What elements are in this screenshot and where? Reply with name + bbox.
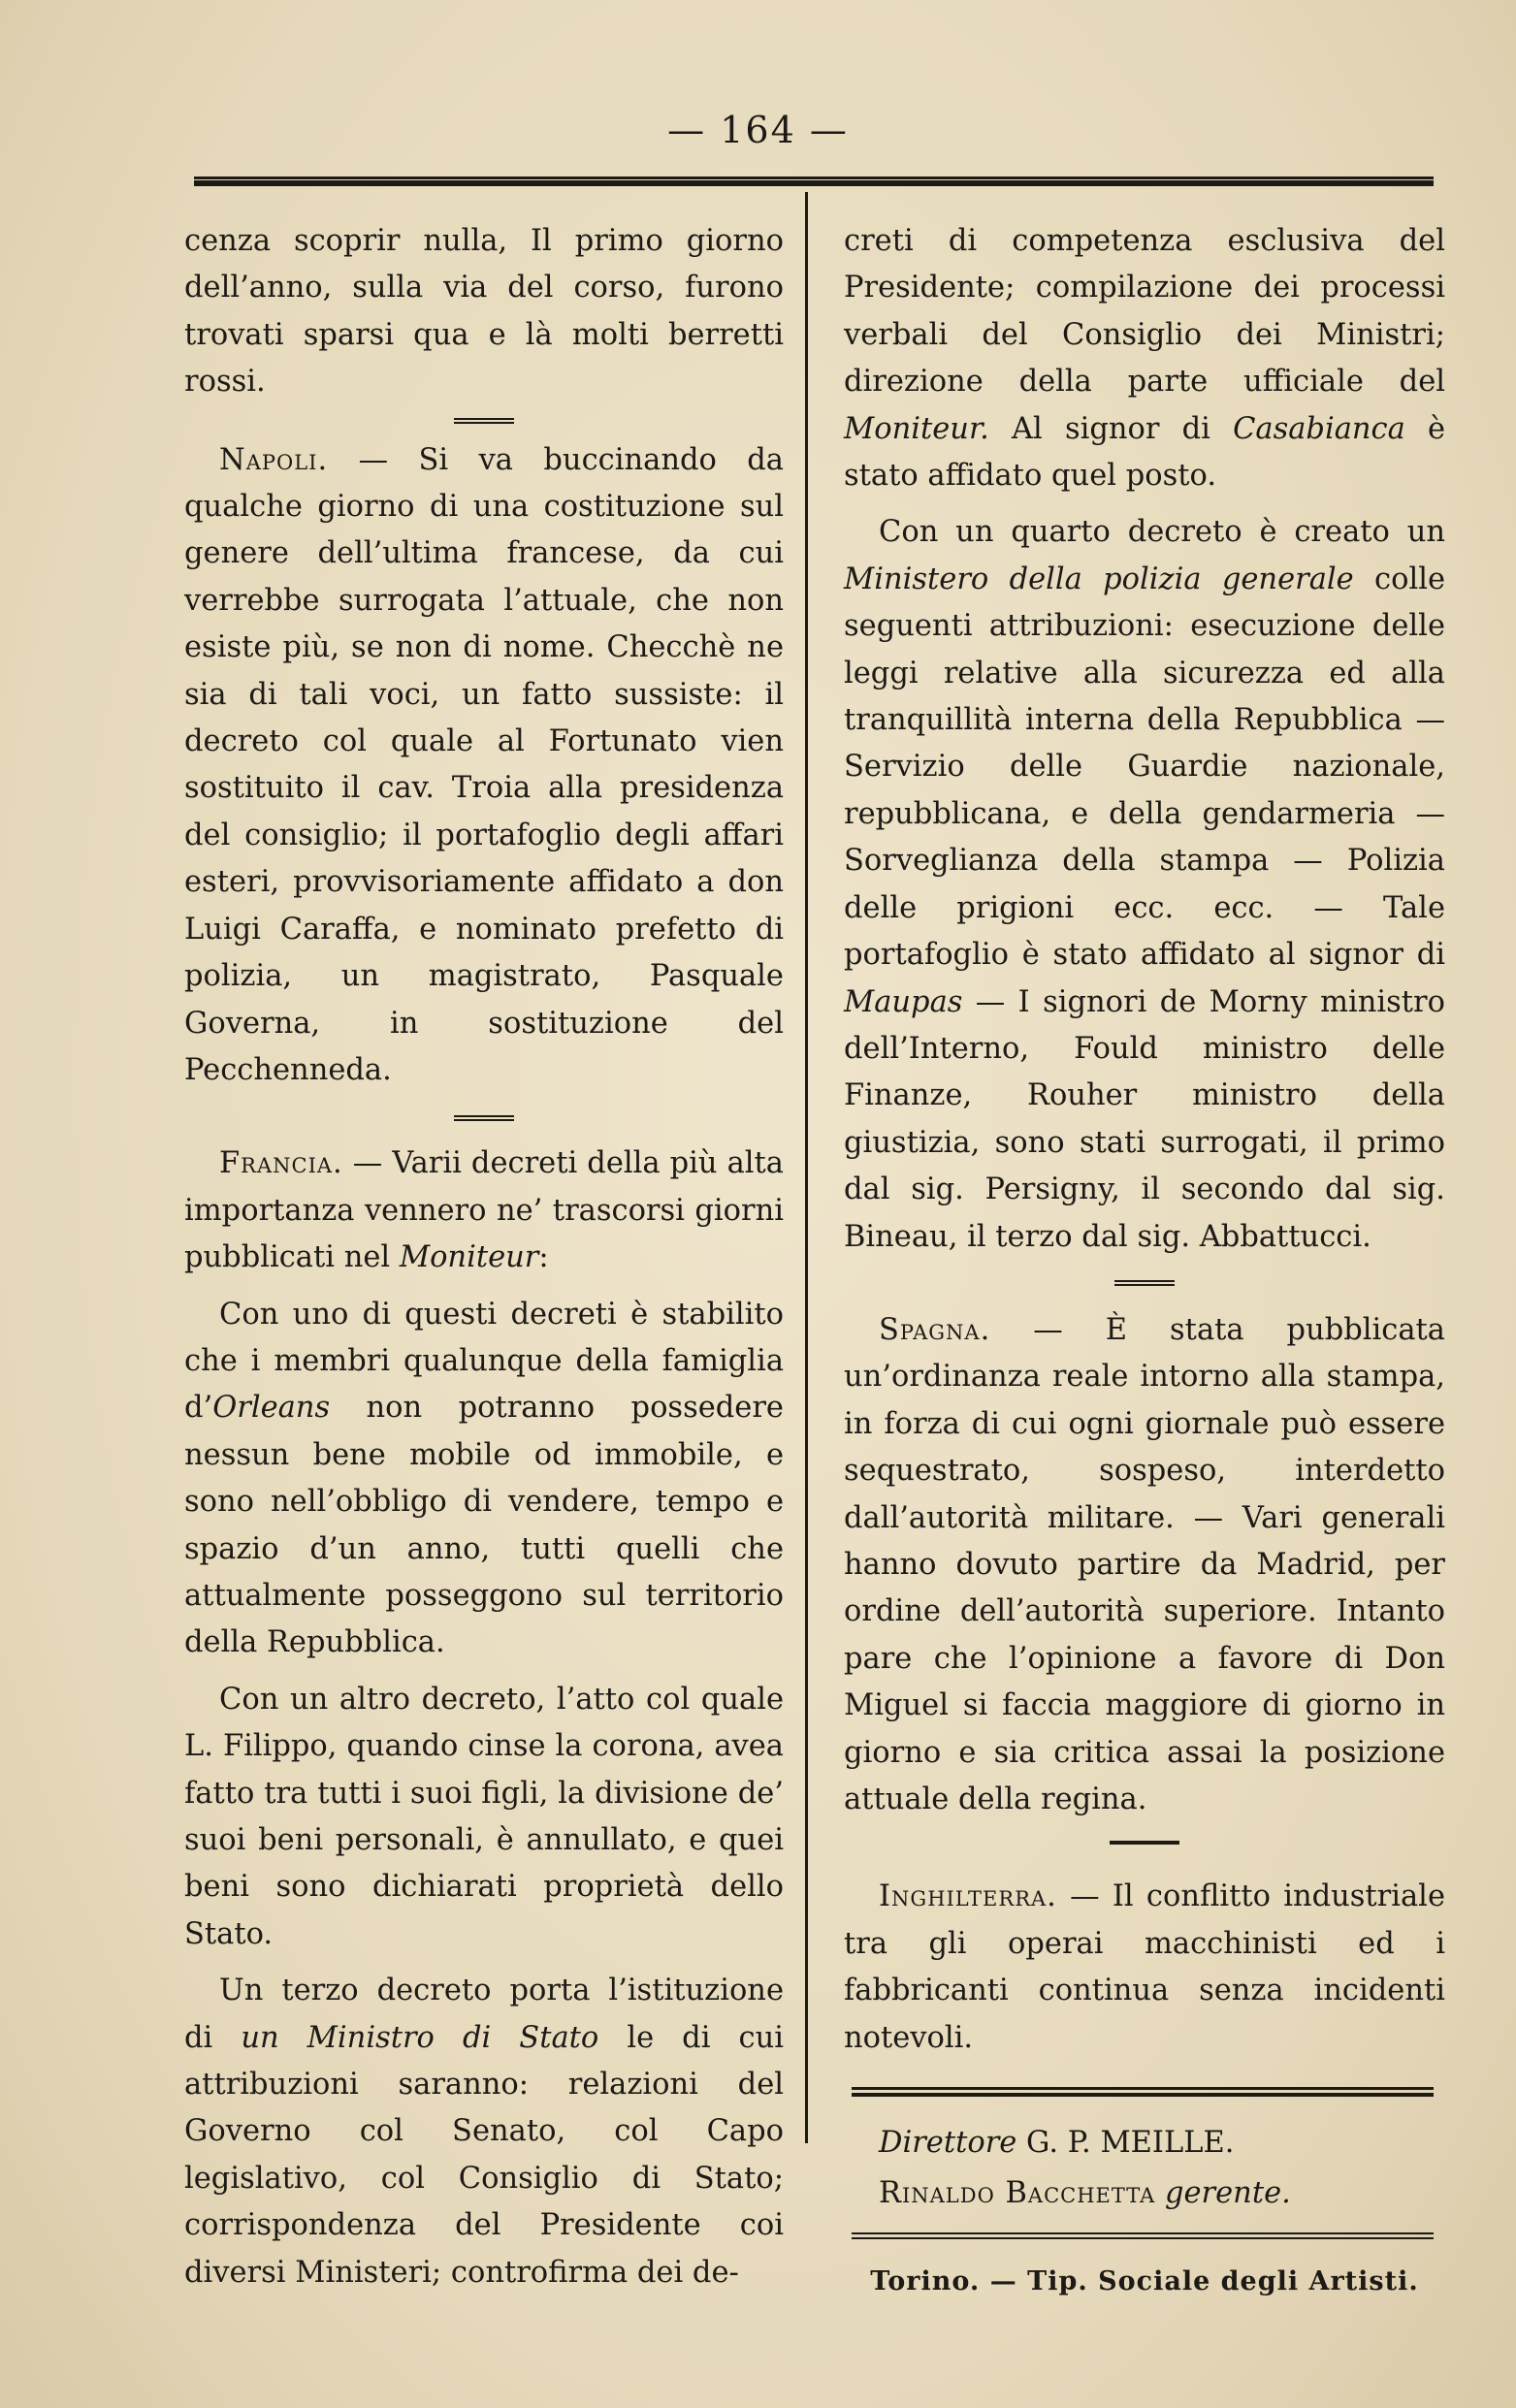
paragraph-orleans [184, 1292, 784, 1667]
section-divider [454, 418, 514, 424]
column-separator [805, 192, 808, 2143]
napoli-heading: Napoli. [219, 442, 329, 477]
manager-name: Rinaldo Bacchetta [879, 2176, 1156, 2211]
francia-text: — Varii decreti della più alta importanza vennero ne’ trascorsi giorni pubblicati nel [184, 1146, 784, 1275]
section-divider [1110, 1841, 1179, 1845]
footer-rule-thin [852, 2232, 1434, 2239]
section-napoli [184, 437, 784, 1095]
right-column [844, 218, 1445, 2305]
spagna-text: — È stata pubblicata un’ordinanza reale intorno alla stampa, in forza di cui ogni giornale può essere sequestrato, sospeso, interdetto dall’autorità militare. — Vari generali hanno dovuto partire da Madrid, per ordine dell’autorità superiore. Intanto pare che l’opinione a favore di Don Miguel si faccia maggiore di giorno in giorno e sia critica assai la posizione attuale della regina. [844, 1312, 1445, 1816]
paragraph-polizia [844, 509, 1445, 1261]
inghilterra-text: — Il conflitto industriale tra gli operai macchinisti ed i fabbricanti continua senza incidenti notevoli. [844, 1879, 1445, 2055]
orleans-name: Orleans [212, 1391, 331, 1426]
orleans-text: Con uno di questi decreti è stabilito che i membri qualunque della famiglia d’ [184, 1297, 784, 1426]
spagna-heading: Spagna. [879, 1312, 991, 1347]
polizia-text-end: — I signori de Morny ministro dell’Interno, Fould ministro delle Finanze, Rouher ministro della giustizia, sono stati surrogati, il primo dal sig. Persigny, il secondo dal sig. Bineau, il terzo dal sig. Abbattucci. [844, 984, 1445, 1254]
printer-imprint: Torino. — Tip. Sociale degli Artisti. [870, 2266, 1419, 2297]
paragraph-filippo: Con un altro decreto, l’atto col quale L. Filippo, quando cinse la corona, avea fatto tra tutti i suoi figli, la divisione de’ suoi beni personali, è annullato, e quei beni sono dichiarati proprietà dello Stato. [184, 1682, 784, 1951]
page-number: — 164 — [667, 109, 849, 151]
polizia-text: Con un quarto decreto è creato un [879, 515, 1445, 550]
section-inghilterra [844, 1874, 1445, 2062]
paragraph-continuation: cenza scoprir nulla, Il primo giorno dell’anno, sulla via del corso, furono trovati sparsi qua e là molti berretti rossi. [184, 224, 784, 400]
signature-block [844, 2118, 1445, 2219]
section-divider [454, 1115, 514, 1121]
casabianca-name: Casabianca [1233, 411, 1405, 446]
manager-line [844, 2168, 1445, 2219]
napoli-text: — Si va buccinando da qualche giorno di una costituzione sul genere dell’ultima francese, da cui verrebbe surrogata l’attuale, che non esiste più, se non di nome. Checchè ne sia di tali voci, un fatto sussiste: il decreto col quale al Fortunato vien sostituito il cav. Troia alla presidenza del consiglio; il portafoglio degli affari esteri, provvisoriamente affidato a don Luigi Caraffa, e nominato prefetto di polizia, un magistrato, Pasquale Governa, in sostituzione del Pecchenneda. [184, 442, 784, 1087]
moniteur-title: Moniteur. [844, 411, 989, 446]
director-label: Direttore [879, 2126, 1017, 2161]
director-name: G. P. MEILLE. [1016, 2126, 1235, 2161]
polizia-title: Ministero della polizia generale [844, 562, 1354, 596]
ministro-text: Un terzo decreto porta l’istituzione di [184, 1974, 784, 2055]
decreti-text-mid: Al signor di [988, 411, 1234, 446]
manager-label: gerente. [1155, 2176, 1291, 2211]
paragraph-ministro [184, 1968, 784, 2296]
section-divider [1114, 1280, 1175, 1286]
paragraph-decreti-cont [844, 218, 1445, 499]
decreti-text-end: è stato affidato quel posto. [844, 411, 1445, 494]
footer-rule [852, 2087, 1434, 2097]
ministro-title: un Ministro di Stato [241, 2020, 599, 2055]
polizia-text-mid: colle seguenti attribuzioni: esecuzione delle leggi relative alla sicurezza ed alla tranquillità interna della Repubblica — Servizio delle Guardie nazionale, repubblicana, e della gendarmeria — Sorveglianza della stampa — Polizia delle prigioni ecc. ecc. — Tale portafoglio è stato affidato al signor di [844, 562, 1446, 973]
francia-heading: Francia. [219, 1146, 343, 1181]
section-spagna [844, 1307, 1445, 1823]
left-column [184, 218, 784, 2296]
decreti-text: creti di competenza esclusiva del Presidente; compilazione dei processi verbali del Consiglio dei Ministri; direzione della parte ufficiale del [844, 224, 1445, 400]
section-francia [184, 1140, 784, 1281]
director-line [844, 2118, 1445, 2168]
orleans-text-end: non potranno possedere nessun bene mobile od immobile, e sono nell’obbligo di vendere, tempo e spazio d’un anno, tutti quelli che attualmente posseggono sul territorio della Repubblica. [184, 1391, 784, 1660]
maupas-name: Maupas [844, 984, 963, 1019]
header-rule [194, 177, 1434, 186]
moniteur-title: Moniteur [399, 1240, 539, 1275]
inghilterra-heading: Inghilterra. [879, 1879, 1057, 1914]
ministro-text-end: le di cui attribuzioni saranno: relazioni del Governo col Senato, col Capo legislativo, col Consiglio di Stato; corrispondenza del Presidente coi diversi Ministeri; controfirma dei de- [184, 2020, 784, 2290]
francia-text-end: : [538, 1240, 549, 1275]
